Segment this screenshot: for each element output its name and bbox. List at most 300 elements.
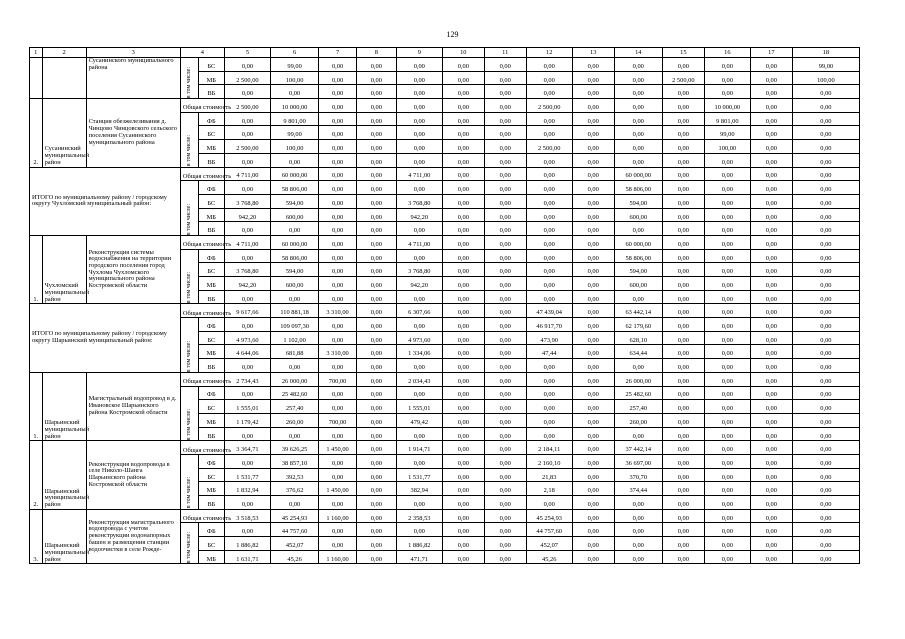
- value-cell: 0,00: [442, 194, 484, 208]
- value-cell: 0,00: [442, 496, 484, 510]
- value-cell: 0,00: [792, 441, 859, 455]
- funding-source: ВБ: [198, 153, 224, 167]
- value-cell: 1 450,00: [319, 441, 357, 455]
- value-cell: 0,00: [319, 58, 357, 72]
- municipality-name: Шарьинский муниципальный район: [42, 441, 86, 509]
- value-cell: 0,00: [662, 153, 704, 167]
- value-cell: 0,00: [526, 112, 572, 126]
- table-row: [30, 304, 860, 318]
- value-cell: 0,00: [484, 331, 526, 345]
- value-cell: 594,00: [271, 263, 319, 277]
- value-cell: 58 806,00: [271, 249, 319, 263]
- funding-source: ФБ: [198, 249, 224, 263]
- value-cell: 0,00: [792, 331, 859, 345]
- value-cell: 0,00: [750, 427, 792, 441]
- value-cell: 0,00: [792, 427, 859, 441]
- funding-source: ФБ: [198, 181, 224, 195]
- value-cell: 0,00: [442, 181, 484, 195]
- value-cell: 0,00: [572, 126, 614, 140]
- value-cell: 0,00: [572, 523, 614, 537]
- value-cell: 0,00: [484, 523, 526, 537]
- value-cell: 0,00: [572, 441, 614, 455]
- value-cell: 45 254,93: [526, 509, 572, 523]
- value-cell: 0,00: [224, 249, 270, 263]
- value-cell: 0,00: [319, 140, 357, 154]
- value-cell: 0,00: [792, 85, 859, 99]
- value-cell: 0,00: [662, 126, 704, 140]
- funding-source: ВБ: [198, 290, 224, 304]
- value-cell: 3 768,80: [396, 194, 442, 208]
- value-cell: 0,00: [704, 441, 750, 455]
- value-cell: 0,00: [792, 468, 859, 482]
- funding-source: ВБ: [198, 359, 224, 373]
- funding-source: МБ: [198, 413, 224, 427]
- value-cell: 0,00: [396, 249, 442, 263]
- value-cell: 0,00: [396, 318, 442, 332]
- value-cell: 0,00: [526, 277, 572, 291]
- value-cell: 0,00: [484, 372, 526, 386]
- row-number: [30, 58, 43, 99]
- value-cell: 0,00: [572, 331, 614, 345]
- value-cell: 0,00: [484, 126, 526, 140]
- municipality-name: Шарьинский муниципальный район: [42, 509, 86, 564]
- value-cell: 0,00: [792, 167, 859, 181]
- value-cell: 0,00: [356, 523, 396, 537]
- value-cell: 0,00: [396, 126, 442, 140]
- value-cell: 0,00: [484, 345, 526, 359]
- value-cell: 99,00: [271, 126, 319, 140]
- table-row: [30, 167, 860, 181]
- value-cell: 0,00: [526, 153, 572, 167]
- value-cell: 0,00: [704, 277, 750, 291]
- value-cell: 0,00: [484, 290, 526, 304]
- value-cell: 0,00: [356, 413, 396, 427]
- value-cell: 0,00: [442, 537, 484, 551]
- value-cell: 0,00: [484, 263, 526, 277]
- value-cell: 0,00: [484, 181, 526, 195]
- value-cell: 0,00: [271, 222, 319, 236]
- value-cell: 0,00: [750, 167, 792, 181]
- table-row: [30, 509, 860, 523]
- value-cell: 0,00: [356, 126, 396, 140]
- value-cell: 0,00: [572, 140, 614, 154]
- value-cell: 0,00: [356, 249, 396, 263]
- value-cell: 600,00: [271, 208, 319, 222]
- value-cell: 0,00: [319, 427, 357, 441]
- value-cell: 0,00: [704, 318, 750, 332]
- value-cell: 1 914,71: [396, 441, 442, 455]
- value-cell: 60 000,00: [271, 167, 319, 181]
- value-cell: 0,00: [662, 167, 704, 181]
- value-cell: 0,00: [484, 359, 526, 373]
- value-cell: 0,00: [572, 222, 614, 236]
- value-cell: 0,00: [484, 318, 526, 332]
- value-cell: 0,00: [526, 235, 572, 249]
- value-cell: 0,00: [750, 400, 792, 414]
- in-that-number-label: [180, 454, 198, 509]
- in-that-number-label: [180, 249, 198, 304]
- value-cell: 0,00: [396, 222, 442, 236]
- value-cell: 2 500,00: [224, 71, 270, 85]
- value-cell: 0,00: [662, 208, 704, 222]
- value-cell: 0,00: [396, 181, 442, 195]
- column-header: 14: [614, 48, 662, 58]
- value-cell: 0,00: [662, 468, 704, 482]
- value-cell: 0,00: [750, 413, 792, 427]
- value-cell: 0,00: [442, 523, 484, 537]
- value-cell: 0,00: [396, 140, 442, 154]
- value-cell: 0,00: [792, 277, 859, 291]
- value-cell: 0,00: [572, 290, 614, 304]
- value-cell: 0,00: [572, 359, 614, 373]
- value-cell: 0,00: [614, 523, 662, 537]
- value-cell: 0,00: [356, 372, 396, 386]
- value-cell: 0,00: [319, 496, 357, 510]
- value-cell: 0,00: [356, 85, 396, 99]
- project-description: Сусанинского муниципального района: [86, 58, 180, 99]
- column-header: 15: [662, 48, 704, 58]
- value-cell: 0,00: [396, 454, 442, 468]
- value-cell: 0,00: [662, 112, 704, 126]
- value-cell: 0,00: [662, 222, 704, 236]
- value-cell: 0,00: [792, 290, 859, 304]
- value-cell: 0,00: [792, 496, 859, 510]
- value-cell: 0,00: [572, 413, 614, 427]
- value-cell: 0,00: [484, 99, 526, 113]
- value-cell: 0,00: [750, 112, 792, 126]
- value-cell: 1 102,00: [271, 331, 319, 345]
- value-cell: 58 806,00: [614, 249, 662, 263]
- funding-source: МБ: [198, 345, 224, 359]
- value-cell: 0,00: [750, 208, 792, 222]
- value-cell: 0,00: [662, 290, 704, 304]
- value-cell: 4 711,00: [396, 167, 442, 181]
- table-row: [30, 235, 860, 249]
- value-cell: 0,00: [356, 71, 396, 85]
- value-cell: 0,00: [614, 509, 662, 523]
- value-cell: 0,00: [442, 509, 484, 523]
- value-cell: 0,00: [526, 85, 572, 99]
- value-cell: 0,00: [750, 496, 792, 510]
- value-cell: 0,00: [704, 413, 750, 427]
- value-cell: 0,00: [572, 400, 614, 414]
- value-cell: 2 500,00: [526, 99, 572, 113]
- value-cell: 0,00: [484, 222, 526, 236]
- municipality-name: Шарьинский муниципальный район: [42, 372, 86, 440]
- value-cell: 0,00: [750, 85, 792, 99]
- value-cell: 1 886,82: [224, 537, 270, 551]
- value-cell: 0,00: [442, 235, 484, 249]
- value-cell: 0,00: [442, 345, 484, 359]
- value-cell: 0,00: [662, 550, 704, 564]
- value-cell: 2,18: [526, 482, 572, 496]
- value-cell: 0,00: [704, 208, 750, 222]
- value-cell: 0,00: [319, 126, 357, 140]
- value-cell: 0,00: [750, 263, 792, 277]
- value-cell: 0,00: [442, 140, 484, 154]
- value-cell: 0,00: [614, 99, 662, 113]
- value-cell: 0,00: [442, 99, 484, 113]
- value-cell: 0,00: [224, 359, 270, 373]
- value-cell: 0,00: [750, 235, 792, 249]
- value-cell: 0,00: [662, 482, 704, 496]
- value-cell: 471,71: [396, 550, 442, 564]
- value-cell: 0,00: [614, 427, 662, 441]
- table-row: [30, 372, 860, 386]
- value-cell: 1 531,77: [224, 468, 270, 482]
- municipality-name: [42, 58, 86, 99]
- value-cell: 0,00: [792, 153, 859, 167]
- vertical-label: в том числе:: [186, 340, 193, 372]
- value-cell: 0,00: [572, 235, 614, 249]
- value-cell: 0,00: [356, 454, 396, 468]
- value-cell: 99,00: [704, 126, 750, 140]
- project-description: Реконструкция магистрального водопровода с учетом реконструкции водонапорных башен и размещения станции водоочистки в селе Рожде-: [86, 509, 180, 564]
- value-cell: 37 442,14: [614, 441, 662, 455]
- value-cell: 0,00: [614, 126, 662, 140]
- value-cell: 6 307,66: [396, 304, 442, 318]
- funding-source: ФБ: [198, 386, 224, 400]
- value-cell: 0,00: [662, 304, 704, 318]
- value-cell: 0,00: [704, 290, 750, 304]
- value-cell: 3 768,80: [224, 194, 270, 208]
- value-cell: 0,00: [319, 112, 357, 126]
- value-cell: 0,00: [792, 194, 859, 208]
- value-cell: 0,00: [704, 537, 750, 551]
- value-cell: 0,00: [662, 372, 704, 386]
- page-number: 129: [446, 30, 459, 39]
- value-cell: 376,62: [271, 482, 319, 496]
- value-cell: 0,00: [484, 454, 526, 468]
- value-cell: 0,00: [614, 85, 662, 99]
- value-cell: 0,00: [750, 58, 792, 72]
- value-cell: 0,00: [572, 167, 614, 181]
- value-cell: 0,00: [704, 523, 750, 537]
- value-cell: 0,00: [484, 482, 526, 496]
- funding-source: ФБ: [198, 454, 224, 468]
- value-cell: 58 806,00: [614, 181, 662, 195]
- value-cell: 0,00: [356, 550, 396, 564]
- value-cell: 0,00: [319, 71, 357, 85]
- value-cell: 0,00: [356, 112, 396, 126]
- value-cell: 0,00: [662, 537, 704, 551]
- value-cell: 0,00: [792, 208, 859, 222]
- value-cell: 0,00: [484, 386, 526, 400]
- funding-source: ФБ: [198, 523, 224, 537]
- value-cell: 942,20: [396, 277, 442, 291]
- value-cell: 0,00: [484, 509, 526, 523]
- value-cell: 0,00: [224, 181, 270, 195]
- value-cell: 0,00: [750, 345, 792, 359]
- value-cell: 0,00: [224, 454, 270, 468]
- value-cell: 0,00: [526, 413, 572, 427]
- value-cell: 0,00: [704, 71, 750, 85]
- value-cell: 0,00: [750, 140, 792, 154]
- value-cell: 0,00: [271, 427, 319, 441]
- value-cell: 0,00: [356, 359, 396, 373]
- column-header: 11: [484, 48, 526, 58]
- value-cell: 0,00: [750, 372, 792, 386]
- total-label: ИТОГО по муниципальному району / городскому округу Шарьинский муниципальный район:: [30, 304, 181, 372]
- value-cell: 4 711,00: [224, 235, 270, 249]
- value-cell: 0,00: [792, 263, 859, 277]
- value-cell: 0,00: [704, 235, 750, 249]
- value-cell: 0,00: [704, 331, 750, 345]
- value-cell: 0,00: [750, 468, 792, 482]
- value-cell: 0,00: [356, 482, 396, 496]
- value-cell: 2 034,43: [396, 372, 442, 386]
- value-cell: 0,00: [356, 400, 396, 414]
- value-cell: 0,00: [319, 263, 357, 277]
- value-cell: 0,00: [319, 468, 357, 482]
- value-cell: 0,00: [572, 85, 614, 99]
- value-cell: 0,00: [572, 372, 614, 386]
- value-cell: 0,00: [319, 249, 357, 263]
- value-cell: 0,00: [572, 345, 614, 359]
- column-header: 7: [319, 48, 357, 58]
- cost-category: Общая стоимость: [180, 509, 224, 523]
- value-cell: 0,00: [442, 441, 484, 455]
- value-cell: 0,00: [484, 550, 526, 564]
- value-cell: 0,00: [356, 140, 396, 154]
- in-that-number-label: [180, 386, 198, 441]
- value-cell: 0,00: [704, 400, 750, 414]
- value-cell: 44 757,60: [271, 523, 319, 537]
- value-cell: 100,00: [792, 71, 859, 85]
- value-cell: 3 518,53: [224, 509, 270, 523]
- value-cell: 0,00: [704, 359, 750, 373]
- value-cell: 0,00: [396, 153, 442, 167]
- value-cell: 0,00: [319, 318, 357, 332]
- value-cell: 21,83: [526, 468, 572, 482]
- value-cell: 0,00: [319, 194, 357, 208]
- value-cell: 0,00: [792, 126, 859, 140]
- value-cell: 2 500,00: [224, 99, 270, 113]
- value-cell: 0,00: [271, 496, 319, 510]
- value-cell: 0,00: [442, 249, 484, 263]
- funding-source: МБ: [198, 550, 224, 564]
- value-cell: 2 500,00: [526, 140, 572, 154]
- value-cell: 0,00: [662, 194, 704, 208]
- value-cell: 0,00: [526, 496, 572, 510]
- value-cell: 4 973,60: [224, 331, 270, 345]
- value-cell: 0,00: [484, 208, 526, 222]
- value-cell: 374,44: [614, 482, 662, 496]
- value-cell: 0,00: [662, 386, 704, 400]
- value-cell: 0,00: [319, 222, 357, 236]
- value-cell: 0,00: [356, 386, 396, 400]
- value-cell: 479,42: [396, 413, 442, 427]
- value-cell: 0,00: [526, 249, 572, 263]
- value-cell: 0,00: [750, 331, 792, 345]
- value-cell: 0,00: [662, 359, 704, 373]
- value-cell: 0,00: [704, 496, 750, 510]
- value-cell: 0,00: [224, 58, 270, 72]
- value-cell: 0,00: [526, 167, 572, 181]
- value-cell: 0,00: [442, 318, 484, 332]
- value-cell: 4 644,06: [224, 345, 270, 359]
- value-cell: 0,00: [442, 167, 484, 181]
- value-cell: 0,00: [750, 222, 792, 236]
- funding-source: ВБ: [198, 496, 224, 510]
- value-cell: 0,00: [526, 208, 572, 222]
- value-cell: 0,00: [396, 99, 442, 113]
- value-cell: 1 160,00: [319, 509, 357, 523]
- funding-source: БС: [198, 331, 224, 345]
- value-cell: 100,00: [271, 140, 319, 154]
- value-cell: 0,00: [662, 318, 704, 332]
- funding-source: БС: [198, 537, 224, 551]
- value-cell: 0,00: [484, 194, 526, 208]
- value-cell: 0,00: [704, 85, 750, 99]
- column-header: 6: [271, 48, 319, 58]
- cost-category: Общая стоимость: [180, 372, 224, 386]
- column-header: 3: [86, 48, 180, 58]
- in-that-number-label: [180, 58, 198, 99]
- value-cell: 0,00: [526, 372, 572, 386]
- value-cell: 0,00: [704, 372, 750, 386]
- vertical-label: в том числе:: [186, 203, 193, 235]
- value-cell: 0,00: [224, 153, 270, 167]
- value-cell: 0,00: [396, 58, 442, 72]
- value-cell: 100,00: [704, 140, 750, 154]
- value-cell: 0,00: [750, 71, 792, 85]
- value-cell: 0,00: [662, 509, 704, 523]
- value-cell: 0,00: [442, 468, 484, 482]
- value-cell: 0,00: [704, 454, 750, 468]
- value-cell: 634,44: [614, 345, 662, 359]
- value-cell: 0,00: [356, 537, 396, 551]
- value-cell: 0,00: [572, 304, 614, 318]
- in-that-number-label: [180, 181, 198, 236]
- value-cell: 473,90: [526, 331, 572, 345]
- value-cell: 0,00: [442, 454, 484, 468]
- value-cell: 0,00: [319, 181, 357, 195]
- value-cell: 0,00: [319, 523, 357, 537]
- value-cell: 1 450,00: [319, 482, 357, 496]
- value-cell: 594,00: [271, 194, 319, 208]
- value-cell: 0,00: [662, 441, 704, 455]
- value-cell: 0,00: [750, 386, 792, 400]
- value-cell: 0,00: [704, 222, 750, 236]
- value-cell: 47 439,04: [526, 304, 572, 318]
- value-cell: 0,00: [526, 290, 572, 304]
- value-cell: 0,00: [792, 181, 859, 195]
- value-cell: 628,10: [614, 331, 662, 345]
- value-cell: 0,00: [792, 140, 859, 154]
- project-description: Реконструкция водопровода в селе Николо-Шанга Шарьинского района Костромской области: [86, 441, 180, 509]
- value-cell: 1 531,77: [396, 468, 442, 482]
- in-that-number-label: [180, 318, 198, 373]
- value-cell: 0,00: [224, 112, 270, 126]
- cost-category: Общая стоимость: [180, 235, 224, 249]
- value-cell: 0,00: [572, 496, 614, 510]
- value-cell: 0,00: [704, 427, 750, 441]
- value-cell: 0,00: [356, 99, 396, 113]
- value-cell: 9 617,66: [224, 304, 270, 318]
- value-cell: 2 184,11: [526, 441, 572, 455]
- value-cell: 2 500,00: [224, 140, 270, 154]
- value-cell: 600,00: [614, 277, 662, 291]
- table-row: [30, 58, 860, 72]
- value-cell: 0,00: [224, 126, 270, 140]
- value-cell: 1 631,71: [224, 550, 270, 564]
- value-cell: 0,00: [442, 550, 484, 564]
- value-cell: 0,00: [271, 290, 319, 304]
- value-cell: 0,00: [614, 290, 662, 304]
- value-cell: 0,00: [572, 509, 614, 523]
- funding-source: БС: [198, 263, 224, 277]
